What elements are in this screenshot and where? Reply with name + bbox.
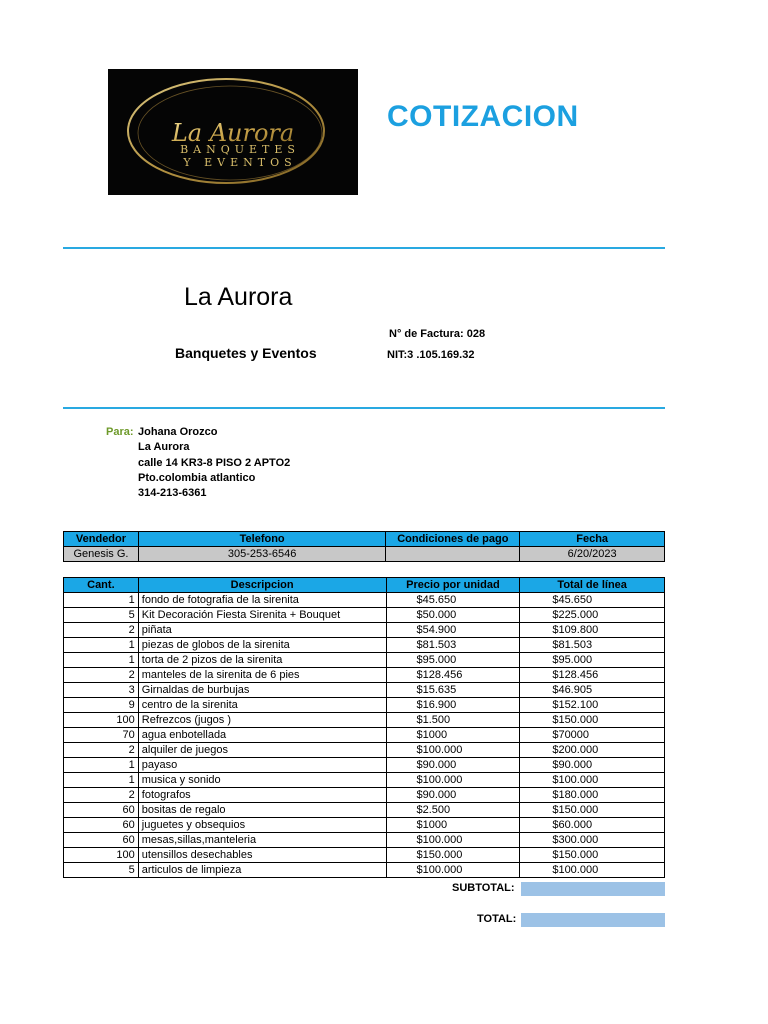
item-unit-price: $128.456: [386, 668, 520, 683]
item-quantity: 1: [64, 653, 139, 668]
item-description: piñata: [138, 623, 386, 638]
item-quantity: 2: [64, 623, 139, 638]
column-header: Descripcion: [138, 578, 386, 593]
items-table: [63, 577, 665, 878]
column-header: Telefono: [138, 532, 385, 547]
item-description: piezas de globos de la sirenita: [138, 638, 386, 653]
bottom-divider: [63, 407, 665, 409]
item-description: Kit Decoración Fiesta Sirenita + Bouquet: [138, 608, 386, 623]
item-unit-price: $100.000: [386, 833, 520, 848]
item-line-total: $100.000: [520, 773, 665, 788]
item-description: Refrezcos (jugos ): [138, 713, 386, 728]
item-line-total: $180.000: [520, 788, 665, 803]
item-quantity: 3: [64, 683, 139, 698]
item-quantity: 1: [64, 593, 139, 608]
item-line-total: $90.000: [520, 758, 665, 773]
item-quantity: 1: [64, 758, 139, 773]
item-line-total: $225.000: [520, 608, 665, 623]
invoice-number-label: N° de Factura:: [389, 328, 464, 340]
column-header: Cant.: [64, 578, 139, 593]
seller-table: [63, 531, 665, 562]
item-line-total: $81.503: [520, 638, 665, 653]
item-description: fondo de fotografia de la sirenita: [138, 593, 386, 608]
item-unit-price: $90.000: [386, 788, 520, 803]
item-quantity: 60: [64, 833, 139, 848]
invoice-number-value: 028: [466, 328, 486, 340]
table-row: [64, 653, 665, 668]
item-line-total: $150.000: [520, 848, 665, 863]
company-logo: [108, 69, 358, 195]
item-quantity: 2: [64, 788, 139, 803]
item-description: juguetes y obsequios: [138, 818, 386, 833]
column-header: Precio por unidad: [386, 578, 520, 593]
item-quantity: 100: [64, 848, 139, 863]
item-unit-price: $100.000: [386, 773, 520, 788]
item-line-total: $150.000: [520, 803, 665, 818]
item-description: bositas de regalo: [138, 803, 386, 818]
seller-table-header: [64, 532, 665, 547]
table-row: [64, 593, 665, 608]
item-unit-price: $100.000: [386, 743, 520, 758]
table-row: [64, 758, 665, 773]
item-quantity: 2: [64, 743, 139, 758]
table-row: [64, 773, 665, 788]
column-header: Total de línea: [520, 578, 665, 593]
item-line-total: $100.000: [520, 863, 665, 878]
item-unit-price: $95.000: [386, 653, 520, 668]
item-unit-price: $45.650: [386, 593, 520, 608]
items-table-header: [64, 578, 665, 593]
item-description: fotografos: [138, 788, 386, 803]
recipient-name: Johana Orozco: [138, 426, 218, 438]
item-quantity: 5: [64, 863, 139, 878]
recipient-address: calle 14 KR3-8 PISO 2 APTO2: [138, 457, 291, 469]
item-quantity: 1: [64, 638, 139, 653]
item-unit-price: $1000: [386, 728, 520, 743]
item-description: agua enbotellada: [138, 728, 386, 743]
table-row: [64, 728, 665, 743]
company-name: La Aurora: [184, 283, 293, 311]
item-line-total: $95.000: [520, 653, 665, 668]
item-line-total: $300.000: [520, 833, 665, 848]
item-quantity: 2: [64, 668, 139, 683]
item-line-total: $200.000: [520, 743, 665, 758]
subtotal-label: SUBTOTAL:: [452, 882, 515, 894]
seller-row: [64, 547, 665, 562]
item-quantity: 70: [64, 728, 139, 743]
item-description: Girnaldas de burbujas: [138, 683, 386, 698]
item-quantity: 5: [64, 608, 139, 623]
logo-line-2: Y EVENTOS: [183, 156, 297, 169]
item-unit-price: $150.000: [386, 848, 520, 863]
item-description: centro de la sirenita: [138, 698, 386, 713]
item-line-total: $128.456: [520, 668, 665, 683]
logo-graphic: [108, 69, 358, 195]
item-description: alquiler de juegos: [138, 743, 386, 758]
recipient-company: La Aurora: [138, 441, 190, 453]
table-row: [64, 788, 665, 803]
total-value: [521, 913, 665, 927]
table-row: [64, 863, 665, 878]
item-line-total: $46.905: [520, 683, 665, 698]
item-quantity: 60: [64, 803, 139, 818]
table-row: [64, 608, 665, 623]
logo-line-1: BANQUETES: [180, 143, 300, 156]
recipient-phone: 314-213-6361: [138, 487, 207, 499]
quote-date: 6/20/2023: [520, 547, 665, 562]
table-row: [64, 848, 665, 863]
item-description: manteles de la sirenita de 6 pies: [138, 668, 386, 683]
table-row: [64, 638, 665, 653]
item-line-total: $152.100: [520, 698, 665, 713]
item-unit-price: $81.503: [386, 638, 520, 653]
item-quantity: 100: [64, 713, 139, 728]
nit-number: NIT:3 .105.169.32: [387, 349, 475, 361]
table-row: [64, 818, 665, 833]
item-line-total: $109.800: [520, 623, 665, 638]
item-line-total: $150.000: [520, 713, 665, 728]
item-line-total: $45.650: [520, 593, 665, 608]
item-unit-price: $50.000: [386, 608, 520, 623]
item-description: musica y sonido: [138, 773, 386, 788]
item-unit-price: $100.000: [386, 863, 520, 878]
table-row: [64, 683, 665, 698]
item-unit-price: $2.500: [386, 803, 520, 818]
table-row: [64, 743, 665, 758]
table-row: [64, 623, 665, 638]
item-description: mesas,sillas,manteleria: [138, 833, 386, 848]
invoice-number: [389, 328, 485, 340]
top-divider: [63, 247, 665, 249]
items-table-body: [64, 593, 665, 878]
table-row: [64, 833, 665, 848]
seller-phone: 305-253-6546: [138, 547, 385, 562]
item-unit-price: $1.500: [386, 713, 520, 728]
item-line-total: $60.000: [520, 818, 665, 833]
item-description: utensillos desechables: [138, 848, 386, 863]
item-unit-price: $54.900: [386, 623, 520, 638]
item-unit-price: $15.635: [386, 683, 520, 698]
item-line-total: $70000: [520, 728, 665, 743]
payment-terms: [386, 547, 520, 562]
item-unit-price: $1000: [386, 818, 520, 833]
item-quantity: 60: [64, 818, 139, 833]
subtotal-value: [521, 882, 665, 896]
logo-script-text: La Aurora: [171, 119, 295, 147]
table-row: [64, 698, 665, 713]
seller-name: Genesis G.: [64, 547, 139, 562]
item-unit-price: $90.000: [386, 758, 520, 773]
item-description: articulos de limpieza: [138, 863, 386, 878]
item-description: torta de 2 pizos de la sirenita: [138, 653, 386, 668]
item-unit-price: $16.900: [386, 698, 520, 713]
document-title: COTIZACION: [387, 100, 579, 133]
item-description: payaso: [138, 758, 386, 773]
recipient-city: Pto.colombia atlantico: [138, 472, 256, 484]
company-subtitle: Banquetes y Eventos: [175, 345, 317, 361]
total-label: TOTAL:: [477, 913, 517, 925]
table-row: [64, 713, 665, 728]
table-row: [64, 803, 665, 818]
item-quantity: 9: [64, 698, 139, 713]
column-header: Condiciones de pago: [386, 532, 520, 547]
column-header: Vendedor: [64, 532, 139, 547]
item-quantity: 1: [64, 773, 139, 788]
table-row: [64, 668, 665, 683]
column-header: Fecha: [520, 532, 665, 547]
recipient-label: Para:: [106, 426, 134, 438]
